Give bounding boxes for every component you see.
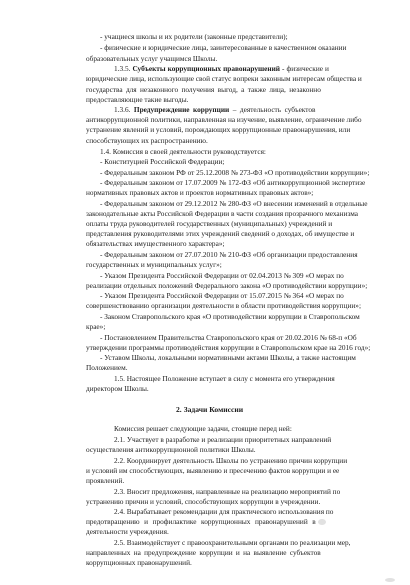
text-line: - Федеральным законом от 27.07.2010 № 210-ФЗ «Об организации предоставления xyxy=(100,250,358,259)
text-line: устранение явлений и условий, порождающих коррупционные правонарушения, или xyxy=(86,125,351,134)
text-line: способствующих их распространению. xyxy=(86,136,208,145)
text-line: утверждении программы противодействия коррупции в Ставропольском крае на 2016 год»; xyxy=(86,343,371,352)
text-line: 1.4. Комиссия в своей деятельности руководствуется: xyxy=(100,147,266,156)
text-line: представления руководителями этих учреждений сведений о доходах, об имуществе и xyxy=(86,229,355,238)
text-line: 2.1. Участвует в разработке и реализации приоритетных направлений xyxy=(114,435,332,444)
text-line: - Федеральным законом от 17.07.2009 № 172-ФЗ «Об антикоррупционной экспертизе xyxy=(100,178,366,187)
text-line: директором Школы. xyxy=(86,384,149,393)
text-line: совершенствованию организации деятельности в области противодействия коррупции»; xyxy=(86,301,361,310)
text-line: государства для незаконного получения выгод, а также лица, незаконно xyxy=(86,85,321,94)
text-line: обязательствах имущественного характера»; xyxy=(86,239,225,248)
text-line: 1.3.5. Субъекты коррупционных правонарушений - физические и xyxy=(114,64,329,73)
text-line: - Указом Президента Российской Федерации от 15.07.2015 № 364 «О мерах по xyxy=(100,291,344,300)
text-line: образовательных услуг учащимся Школы. xyxy=(86,54,218,63)
text-line: Комиссия решает следующие задачи, стоящие перед ней: xyxy=(114,424,292,433)
text-line: предоставляющие такие выгоды. xyxy=(86,95,189,104)
text-line: - физические и юридические лица, заинтересованные в качественном оказании xyxy=(100,43,347,52)
text-line: 1.3.6. Предупреждение коррупции – деятельность субъектов xyxy=(114,105,316,114)
text-line: нормативных правовых актов и проектов нормативных правовых актов»; xyxy=(86,188,314,197)
text-line: осуществления антикоррупционной политики Школы. xyxy=(86,445,256,454)
text-line: реализации отдельных положений Федерального закона «О противодействии коррупции»; xyxy=(86,281,368,290)
text-line: - Указом Президента Российской Федерации от 02.04.2013 № 309 «О мерах по xyxy=(100,271,344,280)
text-line: 2.5. Взаимодействует с правоохранительными органами по реализации мер, xyxy=(114,538,351,547)
text-line: - Федеральным законом РФ от 25.12.2008 № 273-ФЗ «О противодействии коррупции»; xyxy=(100,168,370,177)
text-line: - Конституцией Российской Федерации; xyxy=(100,157,225,166)
text-line: устранению причин и условий, способствующих коррупции в учреждении. xyxy=(86,497,321,506)
text-line: - Законом Ставропольского края «О противодействии коррупции в Ставропольском xyxy=(100,312,360,321)
text-line: предотвращению и профилактике коррупционных правонарушений в xyxy=(86,517,316,526)
faint-stain xyxy=(318,519,326,525)
text-line: - Уставом Школы, локальными нормативными актами Школы, а также настоящим xyxy=(100,353,356,362)
text-line: 1.5. Настоящее Положение вступает в силу с момента его утверждения xyxy=(114,374,335,383)
text-line: законодательные акты Российской Федерации в части создания прозрачного механизма xyxy=(86,209,359,218)
faint-stain xyxy=(385,578,395,582)
text-line: 2.2. Координирует деятельность Школы по устранению причин коррупции xyxy=(114,456,348,465)
text-line: - Постановлением Правительства Ставропольского края от 20.02.2016 № 68-п «Об xyxy=(100,333,357,342)
section-heading: 2. Задачи Комиссии xyxy=(176,405,244,414)
text-line: - учащиеся школы и их родители (законные представители); xyxy=(100,32,288,41)
text-line: оплаты труда руководителей государственных (муниципальных) учреждений и xyxy=(86,219,333,228)
text-line: антикоррупционной политики, направленная на изучение, выявление, ограничение либо xyxy=(86,115,362,124)
text-line: крае»; xyxy=(86,322,106,331)
text-line: Положением. xyxy=(86,363,128,372)
text-line: - Федеральным законом от 29.12.2012 № 280-ФЗ «О внесении изменений в отдельные xyxy=(100,199,368,208)
text-line: коррупционных правонарушений. xyxy=(86,558,192,567)
text-line: юридические лица, использующие свой статус вопреки законным интересам общества и xyxy=(86,74,362,83)
text-line: 2.4. Вырабатывает рекомендации для практического использования по xyxy=(114,507,334,516)
text-line: направленных на предупреждение коррупции и на выявление субъектов xyxy=(86,548,321,557)
text-line: деятельности учреждения. xyxy=(86,527,169,536)
text-line: и условий им способствующих, выявлению и пресечению фактов коррупции и ее xyxy=(86,466,340,475)
text-line: 2.3. Вносит предложения, направленные на реализацию мероприятий по xyxy=(114,487,341,496)
text-line: проявлений. xyxy=(86,476,125,485)
text-line: государственных и муниципальных услуг»; xyxy=(86,260,222,269)
